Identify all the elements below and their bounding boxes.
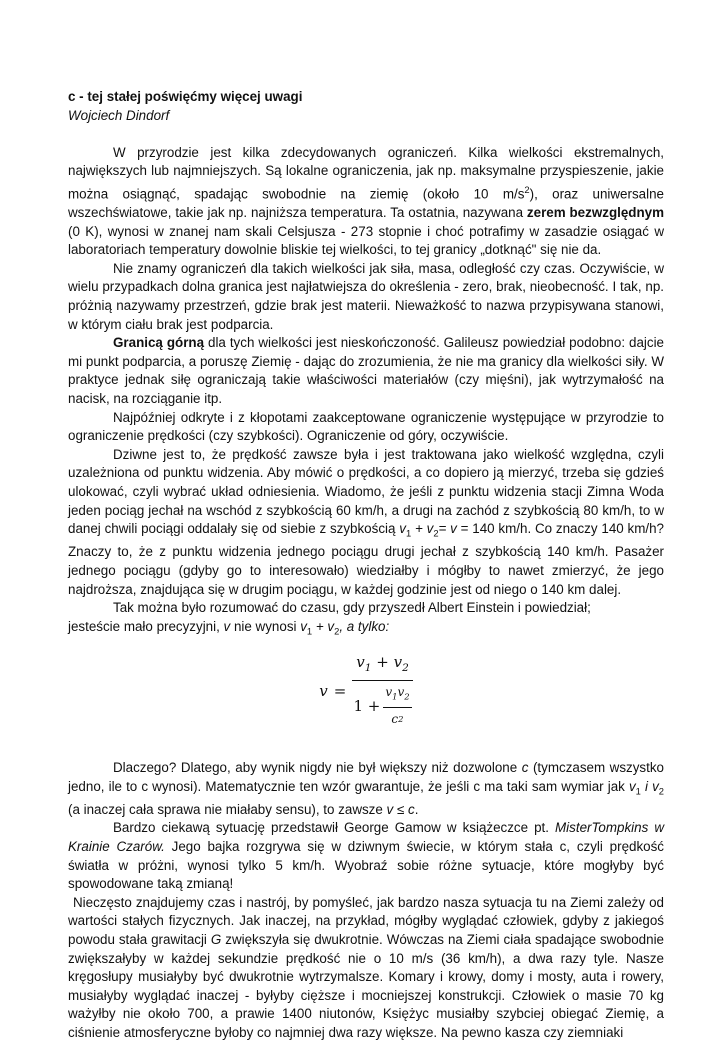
paragraph-4: Najpóźniej odkryte i z kłopotami zaakceptowane ograniczenie występujące w przyrodzie to ograniczenie prędkości (czy szybkości). Ograniczenie od góry, oczywiście. — [68, 409, 664, 444]
formula-lhs: v — [319, 681, 328, 700]
document-body — [68, 88, 664, 1043]
formula-inner-fraction: $v_1v_2$ c 2 — [385, 685, 410, 727]
document-title: c - tej stałej poświęćmy więcej uwagi — [68, 89, 303, 104]
paragraph-2: Nie znamy ograniczeń dla takich wielkości jak siła, masa, odległość czy czas. Oczywiście, w wielu przypadkach dolna granica jest najłatwiejsza do określenia - zero, brak, nieobecność. I tak, np. próżnią nazywamy przestrzeń, gdzie brak jest materii. Nieważkość to nazwa przypisywana stanowi, w którym ciału brak jest podparcia. — [68, 260, 664, 332]
spacer — [68, 737, 664, 759]
paragraph-3: Granicą górną dla tych wielkości jest nieskończoność. Galileusz powiedział podobno: dajcie mi punkt podparcia, a poruszę Ziemię - dając do zrozumienia, że nie ma granicy dla wielkości siły. W praktyce jednak siłę ograniczają takie właściwości materiałów (czy mięśni), jak wytrzymałość na nacisk, na rozciąganie itp. — [68, 335, 664, 406]
paragraph-8: Bardzo ciekawą sytuację przedstawił George Gamow w książeczce pt. MisterTompkins w Krainie Czarów. Jego bajka rozgrywa się w dziwnym świecie, w którym stała c, czyli prędkość światła w próżni, wynosi tylko 5 km/h. Wyobraź sobie różne sytuacje, które mogłyby być spowodowane taką zmianą! — [68, 820, 664, 892]
paragraph-9: Nieczęsto znajdujemy czas i nastrój, by pomyśleć, jak bardzo nasza sytuacja tu na Ziemi zależy od wartości stałych fizycznych. Jak inaczej, na przykład, mógłby wyglądać człowiek, gdyby z jakiegoś powodu stała grawitacji G zwiększyła się dwukrotnie. Wówczas na Ziemi ciała spadające swobodnie zwiększałyby w każdej sekundzie prędkość nie o 10 m/s (36 km/h), a dwa razy tyle. Nasze kręgosłupy musiałyby być dwukrotnie wytrzymalsze. Komary i krowy, domy i mosty, auta i rowery, musiałyby wyglądać inaczej - byłyby cięższe i mocniejszej konstrukcji. Człowiek o masie 70 kg ważyłby nie około 700, a prawie 1400 niutonów, Księżyc musiałby szybciej obiegać Ziemię, a ciśnienie atmosferyczne byłoby co najmniej dwa razy większe. Na pewno kasza czy ziemniaki — [68, 894, 664, 1041]
relativistic-velocity-formula — [68, 651, 664, 731]
paragraph-5: Dziwne jest to, że prędkość zawsze była i jest traktowana jako wielkość względna, czyli uzależniona od punktu widzenia. Aby mówić o prędkości, a co dopiero ją mierzyć, trzeba się gdzieś ulokować, czyli wybrać układ odniesienia. Wiadomo, że jeśli z punktu widzenia stacji Zimna Woda jeden pociąg jechał na wschód z szybkością 60 km/h, a drugi na zachód z szybkością 80 km/h, to w danej chwili pociągi oddalały się od siebie z szybkością $v_1 + v_2= v = 140$ km/h. Co znaczy 140 km/h? Znaczy to, że z punktu widzenia jednego pociągu drugi jechał z szybkością 140 km/h. Pasażer jednego pociągu (gdyby go to interesowało) wiedziałby i mógłby to nawet zmierzyć, że jego najdroższa, znajdująca się w drugim pociągu, w każdej godzinie jest od niego o 140 km dalej. — [68, 446, 664, 597]
formula-equals: = — [333, 681, 347, 700]
paragraph-6a: Tak można było rozumować do czasu, gdy przyszedł Albert Einstein i powiedział; — [113, 600, 591, 616]
paragraph-7: Dlaczego? Dlatego, aby wynik nigdy nie był większy niż dozwolone c (tymczasem wszystko jedno, ile to c wynosi). Matematycznie ten wzór gwarantuje, że jeśli c ma taki sam wymiar jak $v_1$ i $v_2$ (a inaczej cała sprawa nie miałaby sensu), to zawsze v ≤ c. — [68, 760, 664, 817]
formula-denominator: 1 + $v_1v_2$ c 2 — [353, 681, 411, 729]
formula-numerator: $v_1 + v_2$ — [352, 653, 412, 681]
formula-fraction — [352, 653, 412, 728]
paragraph-1: W przyrodzie jest kilka zdecydowanych ograniczeń. Kilka wielkości ekstremalnych, największych lub najmniejszych. Są lokalne ograniczenia, jak np. maksymalne przyspieszenie, jakie można osiągnąć, spadając swobodnie na ziemię (około 10 $m/s^2$), oraz uniwersalne wszechświatowe, takie jak np. najniższa temperatura. Ta ostatnia, nazywana zerem bezwzględnym (0 K), wynosi w znanej nam skali Celsjusza - 273 stopnie i choć potrafimy w zasadzie osiągać w laboratoriach temperatury dowolnie bliskie tej wielkości, to tej granicy „dotknąć" się nie da. — [68, 144, 664, 258]
paragraph-6b: jesteście mało precyzyjni, v nie wynosi $v_1 + v_2$, a tylko: — [68, 618, 390, 637]
document-author: Wojciech Dindorf — [68, 107, 170, 123]
